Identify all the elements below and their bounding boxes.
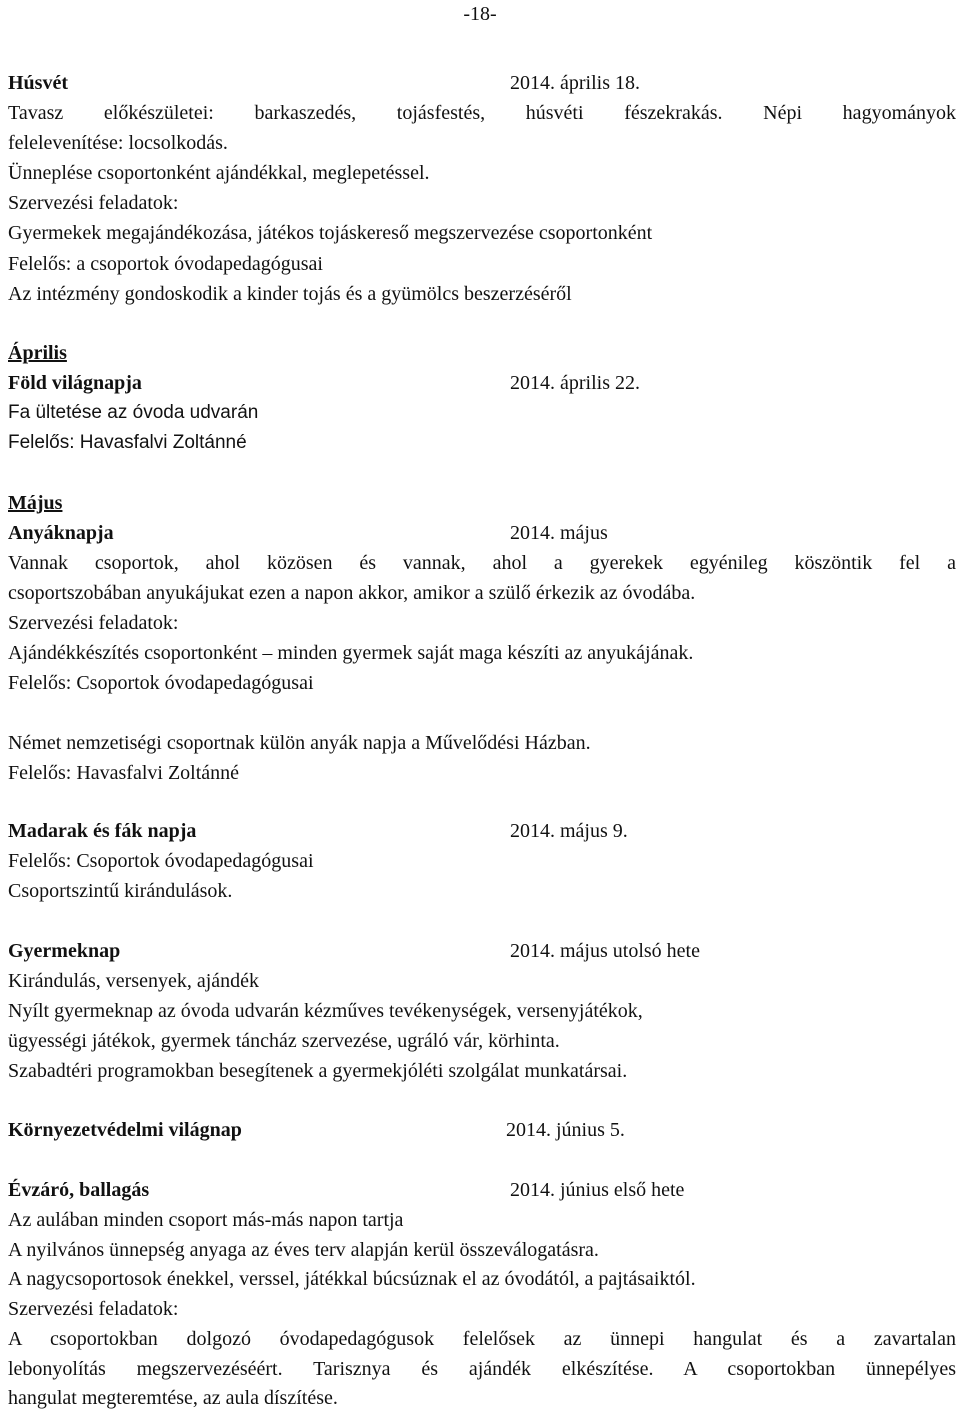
fold-vilagnapja-title: Föld világnapja xyxy=(8,372,142,394)
husvet-line-2: felelevenítése: locsolkodás. xyxy=(8,132,228,154)
aprilis-line-1: Fa ültetése az óvoda udvarán xyxy=(8,402,259,423)
aprilis-line-2: Felelős: Havasfalvi Zoltánné xyxy=(8,432,247,453)
husvet-line-6: Felelős: a csoportok óvodapedagógusai xyxy=(8,253,323,275)
fold-vilagnapja-row xyxy=(8,370,956,396)
husvet-date: 2014. április 18. xyxy=(510,72,640,94)
husvet-line-4: Szervezési feladatok: xyxy=(8,192,179,214)
kornyezet-date: 2014. június 5. xyxy=(506,1119,625,1141)
page-number: -18- xyxy=(463,3,497,25)
evzaro-row xyxy=(8,1177,956,1203)
majus-line-1: Vannak csoportok, ahol közösen és vannak, ahol a gyerekek egyénileg köszöntik fel a xyxy=(8,552,956,574)
gyermeknap-title: Gyermeknap xyxy=(8,940,121,962)
husvet-line-5: Gyermekek megajándékozása, játékos tojáskereső megszervezése csoportonként xyxy=(8,222,653,244)
evzaro-line-4: Szervezési feladatok: xyxy=(8,1298,179,1320)
majus-line-4: Ajándékkészítés csoportonként – minden gyermek saját maga készíti az anyukájának. xyxy=(8,642,694,664)
madarak-title: Madarak és fák napja xyxy=(8,820,197,842)
evzaro-line-6: lebonyolítás megszervezéséért. Tarisznya és ajándék elkészítése. A csoportokban ünnepélyes xyxy=(8,1358,956,1380)
anyaknapja-date: 2014. május xyxy=(510,522,608,544)
evzaro-line-2: A nyilvános ünnepség anyaga az éves terv alapján kerül összeválogatásra. xyxy=(8,1239,599,1261)
gyermeknap-date: 2014. május utolsó hete xyxy=(510,940,700,962)
gyermeknap-line-4: Szabadtéri programokban besegítenek a gyermekjóléti szolgálat munkatársai. xyxy=(8,1060,628,1082)
evzaro-title: Évzáró, ballagás xyxy=(8,1179,150,1201)
majus-line-6: Német nemzetiségi csoportnak külön anyák napja a Művelődési Házban. xyxy=(8,732,591,754)
husvet-line-7: Az intézmény gondoskodik a kinder tojás és a gyümölcs beszerzéséről xyxy=(8,283,572,305)
fold-vilagnapja-date: 2014. április 22. xyxy=(510,372,640,394)
aprilis-heading-row xyxy=(8,340,956,366)
aprilis-heading: Április xyxy=(8,342,67,364)
gyermeknap-row xyxy=(8,938,956,964)
evzaro-line-3: A nagycsoportosok énekkel, verssel, játékkal búcsúznak el az óvodától, a pajtásaiktól. xyxy=(8,1268,696,1290)
gyermeknap-line-2: Nyílt gyermeknap az óvoda udvarán kézműves tevékenységek, versenyjátékok, xyxy=(8,1000,643,1022)
madarak-row xyxy=(8,818,956,844)
anyaknapja-row xyxy=(8,520,956,546)
evzaro-line-7: hangulat megteremtése, az aula díszítése. xyxy=(8,1387,338,1409)
husvet-line-3: Ünneplése csoportonként ajándékkal, meglepetéssel. xyxy=(8,162,430,184)
madarak-date: 2014. május 9. xyxy=(510,820,628,842)
gyermeknap-line-3: ügyességi játékok, gyermek táncház szervezése, ugráló vár, körhinta. xyxy=(8,1030,560,1052)
madarak-line-2: Csoportszintű kirándulások. xyxy=(8,880,233,902)
husvet-title: Húsvét xyxy=(8,72,68,94)
husvet-line-1: Tavasz előkészületei: barkaszedés, tojásfestés, húsvéti fészekrakás. Népi hagyományok xyxy=(8,102,956,124)
evzaro-line-1: Az aulában minden csoport más-más napon tartja xyxy=(8,1209,404,1231)
kornyezet-row xyxy=(8,1117,956,1143)
majus-line-5: Felelős: Csoportok óvodapedagógusai xyxy=(8,672,314,694)
majus-line-7: Felelős: Havasfalvi Zoltánné xyxy=(8,762,240,784)
kornyezet-title: Környezetvédelmi világnap xyxy=(8,1119,242,1141)
majus-heading-row xyxy=(8,490,956,516)
anyaknapja-title: Anyáknapja xyxy=(8,522,114,544)
majus-heading: Május xyxy=(8,492,63,514)
gyermeknap-line-1: Kirándulás, versenyek, ajándék xyxy=(8,970,260,992)
majus-line-2: csoportszobában anyukájukat ezen a napon akkor, amikor a szülő érkezik az óvodába. xyxy=(8,582,696,604)
evzaro-date: 2014. június első hete xyxy=(510,1179,685,1201)
evzaro-line-5: A csoportokban dolgozó óvodapedagógusok felelősek az ünnepi hangulat és a zavartalan xyxy=(8,1328,956,1350)
majus-line-3: Szervezési feladatok: xyxy=(8,612,179,634)
madarak-line-1: Felelős: Csoportok óvodapedagógusai xyxy=(8,850,314,872)
husvet-title-row xyxy=(8,70,956,96)
